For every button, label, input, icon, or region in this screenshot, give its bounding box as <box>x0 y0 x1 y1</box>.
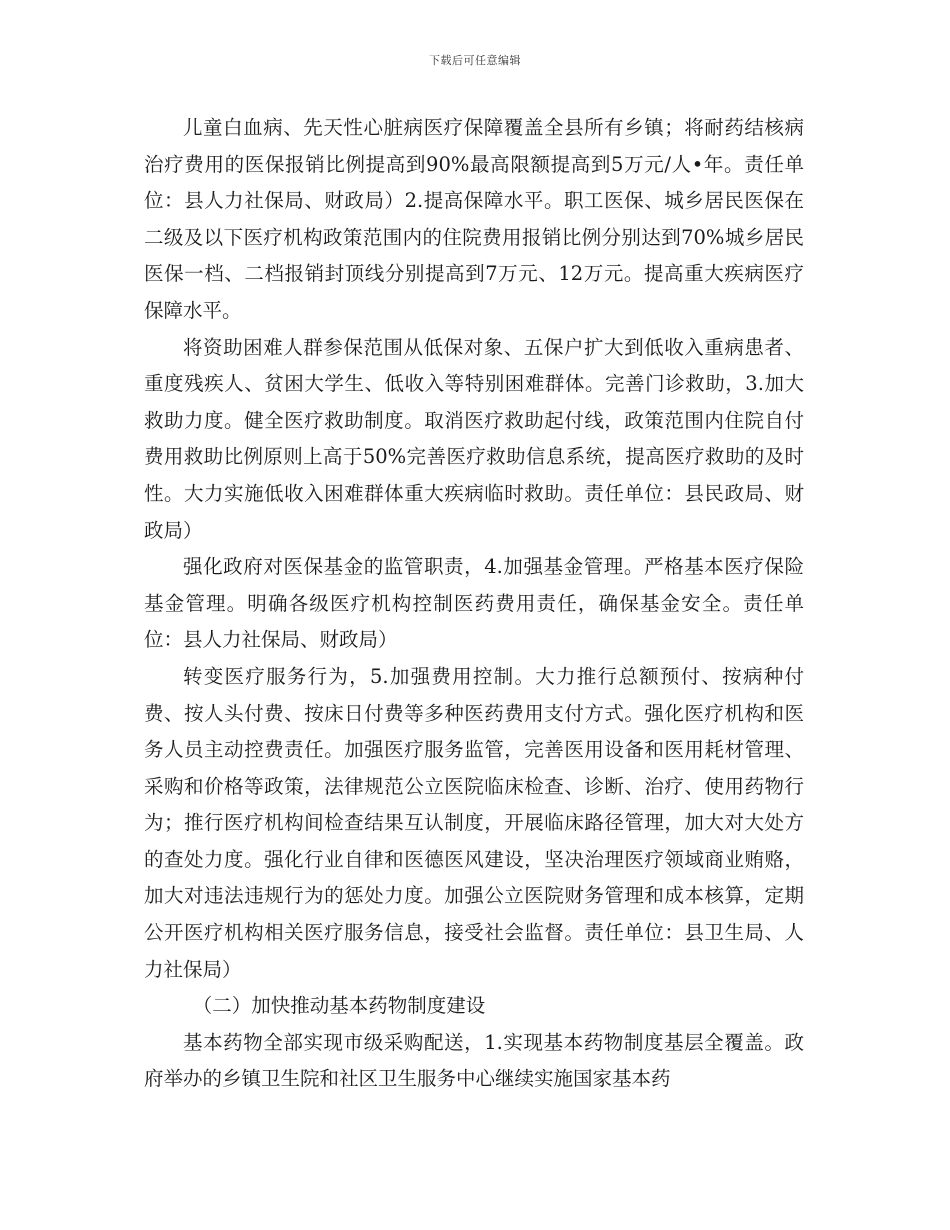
paragraph-cost-control: 转变医疗服务行为，5.加强费用控制。大力推行总额预付、按病种付费、按人头付费、按床日付费等多种医药费用支付方式。强化医疗机构和医务人员主动控费责任。加强医疗服务监管，完善医用设备和医用耗材管理、采购和价格等政策，法律规范公立医院临床检查、诊断、治疗、使用药物行为；推行医疗机构间检查结果互认制度，开展临床路径管理，加大对大处方的查处力度。强化行业自律和医德医风建设，坚决治理医疗领域商业贿赂，加大对违法违规行为的惩处力度。加强公立医院财务管理和成本核算，定期公开医疗机构相关医疗服务信息，接受社会监督。责任单位：县卫生局、人力社保局） <box>144 664 804 981</box>
paragraph-fund-management: 强化政府对医保基金的监管职责，4.加强基金管理。严格基本医疗保险基金管理。明确各级医疗机构控制医药费用责任，确保基金安全。责任单位：县人力社保局、财政局） <box>144 555 804 652</box>
section-heading-essential-drugs: （二）加快推动基本药物制度建设 <box>192 994 486 1018</box>
page-header-note: 下载后可任意编辑 <box>429 54 521 67</box>
paragraph-medical-assistance: 将资助困难人群参保范围从低保对象、五保户扩大到低收入重病患者、重度残疾人、贫困大学生、低收入等特别困难群体。完善门诊救助，3.加大救助力度。健全医疗救助制度。取消医疗救助起付线，政策范围内住院自付费用救助比例原则上高于50%完善医疗救助信息系统，提高医疗救助的及时性。大力实施低收入困难群体重大疾病临时救助。责任单位：县民政局、财政局） <box>144 335 804 542</box>
paragraph-insurance-coverage: 儿童白血病、先天性心脏病医疗保障覆盖全县所有乡镇；将耐药结核病治疗费用的医保报销比例提高到90%最高限额提高到5万元/人•年。责任单位：县人力社保局、财政局）2.提高保障水平。职工医保、城乡居民医保在二级及以下医疗机构政策范围内的住院费用报销比例分别达到70%城乡居民医保一档、二档报销封顶线分别提高到7万元、12万元。提高重大疾病医疗保障水平。 <box>144 116 804 322</box>
document-body <box>144 110 804 1098</box>
paragraph-essential-drugs: 基本药物全部实现市级采购配送，1.实现基本药物制度基层全覆盖。政府举办的乡镇卫生院和社区卫生服务中心继续实施国家基本药 <box>144 1030 804 1091</box>
